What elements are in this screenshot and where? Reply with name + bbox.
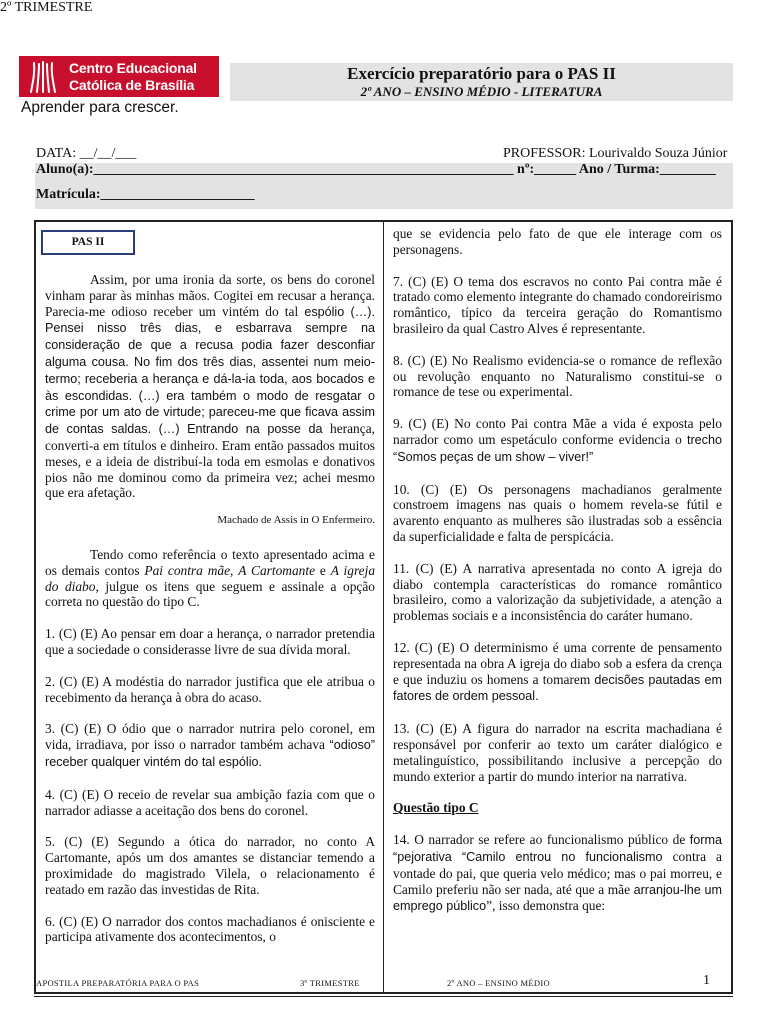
page-subtitle: 2º ANO – ENSINO MÉDIO - LITERATURA — [360, 84, 603, 99]
section-heading-type-c: Questão tipo C — [393, 800, 479, 816]
page-number: 1 — [703, 973, 710, 988]
footer-right: 2º ANO – ENSINO MÉDIO — [447, 978, 550, 988]
slogan: Aprender para crescer. — [21, 99, 179, 116]
question-4: 4. (C) (E) O receio de revelar sua ambição fazia com que o narrador adiasse a aceitação dos bens do coronel. — [45, 786, 375, 818]
question-2: 2. (C) (E) A modéstia do narrador justifica que ele atribua o recebimento da herança à obra do acaso. — [45, 673, 375, 705]
date-field: DATA: __/__/___ — [36, 146, 137, 161]
student-field: Aluno(a):____________________________________________________________ nº:______ Ano / Turma:________ — [36, 162, 716, 177]
excerpt-paragraph: Assim, por uma ironia da sorte, os bens do coronel vinham parar às minhas mãos. Cogitei em recusar a herança. Parecia-me odioso receber um vintém do tal espólio (…). Pensei nisso três dias, e esbarrava sempre na consideração de que a recusa podia fazer desconfiar alguma cousa. No fim dos três dias, assentei num meio-termo; receberia a herança e dá-la-ia toda, aos bocados e às escondidas. (…) era também o modo de resgatar o crime por um ato de virtude; pareceu-me que ficava assim de contas saldas. (…) Entrando na posse da herança, converti-a em títulos e dinheiro. Eram então passados muitos meses, e a ideia de distribuí-la toda em esmolas e donativos pios não me dominou como da primeira vez; achei mesmo que era afetação. — [45, 272, 375, 501]
page-title: Exercício preparatório para o PAS II — [347, 64, 616, 83]
excerpt-attribution: Machado de Assis in O Enfermeiro. — [217, 514, 375, 527]
question-12: 12. (C) (E) O determinismo é uma corrente de pensamento representada na obra A igreja do diabo sob a esfera da crença e que induziu os homens a tomarem decisões pautadas em fatores de ordem pessoal. — [393, 639, 722, 704]
question-6-end: que se evidencia pelo fato de que ele interage com os personagens. — [393, 226, 722, 257]
professor-label: PROFESSOR: Lourivaldo Souza Júnior — [503, 146, 728, 161]
footer-left: APOSTILA PREPARATÓRIA PARA O PAS — [36, 978, 200, 988]
logo-line-2: Católica de Brasília — [69, 77, 195, 93]
logo-line-1: Centro Educacional — [69, 60, 197, 76]
pas-badge: PAS II — [41, 230, 135, 255]
question-3: 3. (C) (E) O ódio que o narrador nutrira pelo coronel, em vida, irradiava, por isso o narrador também achava “odioso” receber qualquer vintém do tal espólio. — [45, 721, 375, 769]
title-box — [230, 63, 733, 101]
column-divider — [383, 222, 384, 992]
footer-middle: 3º TRIMESTRE — [300, 978, 360, 988]
question-9: 9. (C) (E) No conto Pai contra Mãe a vida é exposta pelo narrador como um espetáculo conforme evidencia o trecho “Somos peças de um show – viver!” — [393, 416, 722, 464]
question-7: 7. (C) (E) O tema dos escravos no conto Pai contra mãe é tratado como elemento integrante do chamado condoreirismo romântico, típico da terceira geração do Romantismo brasileiro da qual Castro Alves é representante. — [393, 273, 722, 336]
question-10: 10. (C) (E) Os personagens machadianos geralmente constroem imagens nas quais o homem revela-se fútil e avarento enquanto as mulheres são ilustradas sob a essência da superficialidade e falta de perspicácia. — [393, 481, 722, 544]
question-14: 14. O narrador se refere ao funcionalismo público de forma “pejorativa “Camilo entrou no funcionalismo contra a vontade do pai, que queria velo médico; mas o pai morreu, e Camilo preferiu não ser nada, até que a mãe arranjou-lhe um emprego público”, isso demonstra que: — [393, 832, 722, 914]
instructions: Tendo como referência o texto apresentado acima e os demais contos Pai contra mãe, A Cartomante e A igreja do diabo, julgue os itens que seguem e assinale a opção correta no questão do tipo C. — [45, 546, 376, 610]
question-11: 11. (C) (E) A narrativa apresentada no conto A igreja do diabo contempla características do romance romântico brasileiro, como a valorização da subjetividade, a atenção a problemas sociais e a inconsistência do caráter humano. — [393, 560, 722, 624]
question-5: 5. (C) (E) Segundo a ótica do narrador, no conto A Cartomante, após um dos amantes se distanciar temendo a proximidade do magistrado Vilela, o relacionamento é reatado em razão das investidas de Rita. — [45, 834, 375, 897]
trimester-label: 2º TRIMESTRE — [0, 0, 93, 15]
cathedral-emblem-icon — [25, 59, 61, 95]
question-8: 8. (C) (E) No Realismo evidencia-se o romance de reflexão ou revolução enquanto no Naturalismo constitui-se o romance de tese ou experimental. — [393, 352, 722, 400]
left-column — [45, 272, 375, 961]
enrollment-field: Matrícula:______________________ — [36, 187, 255, 202]
footer-rule — [34, 996, 733, 997]
right-column — [393, 226, 722, 931]
question-13: 13. (C) (E) A figura do narrador na escrita machadiana é responsável por conferir ao texto um caráter dialógico e metalinguístico, possibilitando inclusive a percepção do mundo exterior a partir do mundo interior na narrativa. — [393, 721, 722, 784]
question-6-start: 6. (C) (E) O narrador dos contos machadianos é onisciente e participa ativamente dos acontecimentos, o — [45, 913, 375, 945]
question-1: 1. (C) (E) Ao pensar em doar a herança, o narrador pretendia que a sociedade o considerasse livre de sua dívida moral. — [45, 626, 375, 657]
school-logo — [19, 56, 219, 97]
